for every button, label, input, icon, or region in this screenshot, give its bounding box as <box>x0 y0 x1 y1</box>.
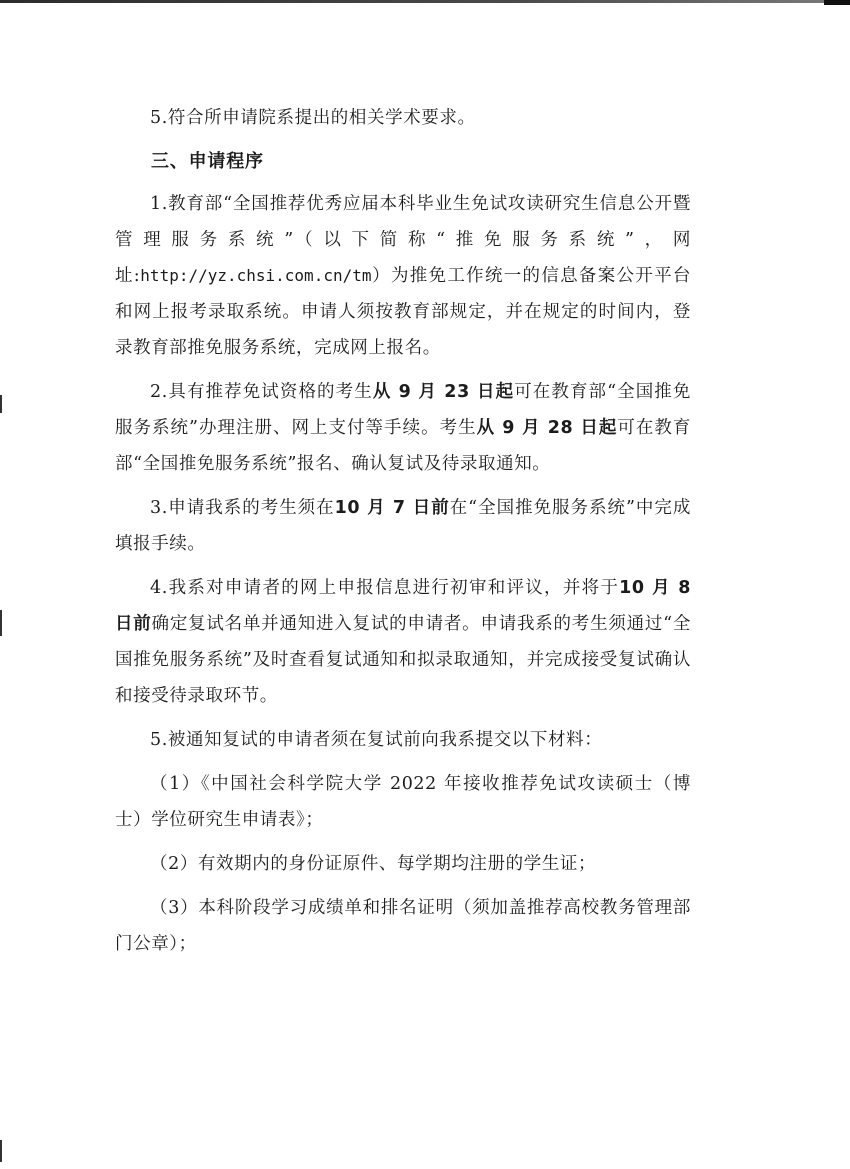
procedure-3-text-a: 3.申请我系的考生须在 <box>150 498 335 518</box>
scan-border-top <box>0 0 850 3</box>
interview-list-date: 10 月 8 日前 <box>115 578 691 634</box>
procedure-paragraph-5: 5.被通知复试的申请者须在复试前向我系提交以下材料： <box>150 730 603 750</box>
scan-edge-mark <box>0 610 2 636</box>
procedure-paragraph-1 <box>115 186 691 366</box>
procedure-1-text-start: 1.教育部“全国推荐优秀应届本科毕业生免试攻读研究生信息公开暨管理服务系统”（以下简称“推免服务系统”，网址: <box>115 194 691 286</box>
procedure-paragraph-3 <box>115 490 691 562</box>
procedure-2-text-c: 可在教育部“全国推免服务系统”报名、确认复试及待录取通知。 <box>115 418 691 474</box>
scan-edge-mark <box>0 395 2 413</box>
application-start-date: 从 9 月 28 日起 <box>476 418 618 438</box>
scan-border-corner <box>824 0 850 5</box>
material-item-3: （3）本科阶段学习成绩单和排名证明（须加盖推荐高校教务管理部门公章）； <box>115 898 691 954</box>
application-deadline: 10 月 7 日前 <box>334 498 450 518</box>
material-item-2: （2）有效期内的身份证原件、每学期均注册的学生证； <box>150 854 597 874</box>
registration-start-date: 从 9 月 23 日起 <box>372 382 515 402</box>
procedure-4-text-b: 确定复试名单并通知进入复试的申请者。申请我系的考生须通过“全国推免服务系统”及时查看复试通知和拟录取通知，并完成接受复试确认和接受待录取环节。 <box>115 614 691 706</box>
scan-edge-mark <box>0 1140 2 1162</box>
requirement-item-5: 5.符合所申请院系提出的相关学术要求。 <box>150 108 476 128</box>
procedure-2-text-b: 可在教育部“全国推免服务系统”办理注册、网上支付等手续。考生 <box>115 382 691 438</box>
procedure-4-text-a: 4.我系对申请者的网上申报信息进行初审和评议，并将于 <box>150 578 620 598</box>
system-url: http://yz.chsi.com.cn/tm <box>140 266 372 285</box>
procedure-1-text-end: ）为推免工作统一的信息备案公开平台和网上报考录取系统。申请人须按教育部规定，并在规定的时间内，登录教育部推免服务系统，完成网上报名。 <box>115 266 691 358</box>
procedure-3-text-b: 在“全国推免服务系统”中完成填报手续。 <box>115 498 691 554</box>
procedure-2-text-a: 2.具有推荐免试资格的考生 <box>150 382 373 402</box>
material-item-1: （1）《中国社会科学院大学 2022 年接收推荐免试攻读硕士（博士）学位研究生申请表》； <box>115 774 691 830</box>
section-heading-application-procedure: 三、申请程序 <box>151 151 264 172</box>
procedure-paragraph-4 <box>115 570 691 714</box>
procedure-paragraph-2 <box>115 374 691 482</box>
document-page <box>115 100 691 970</box>
